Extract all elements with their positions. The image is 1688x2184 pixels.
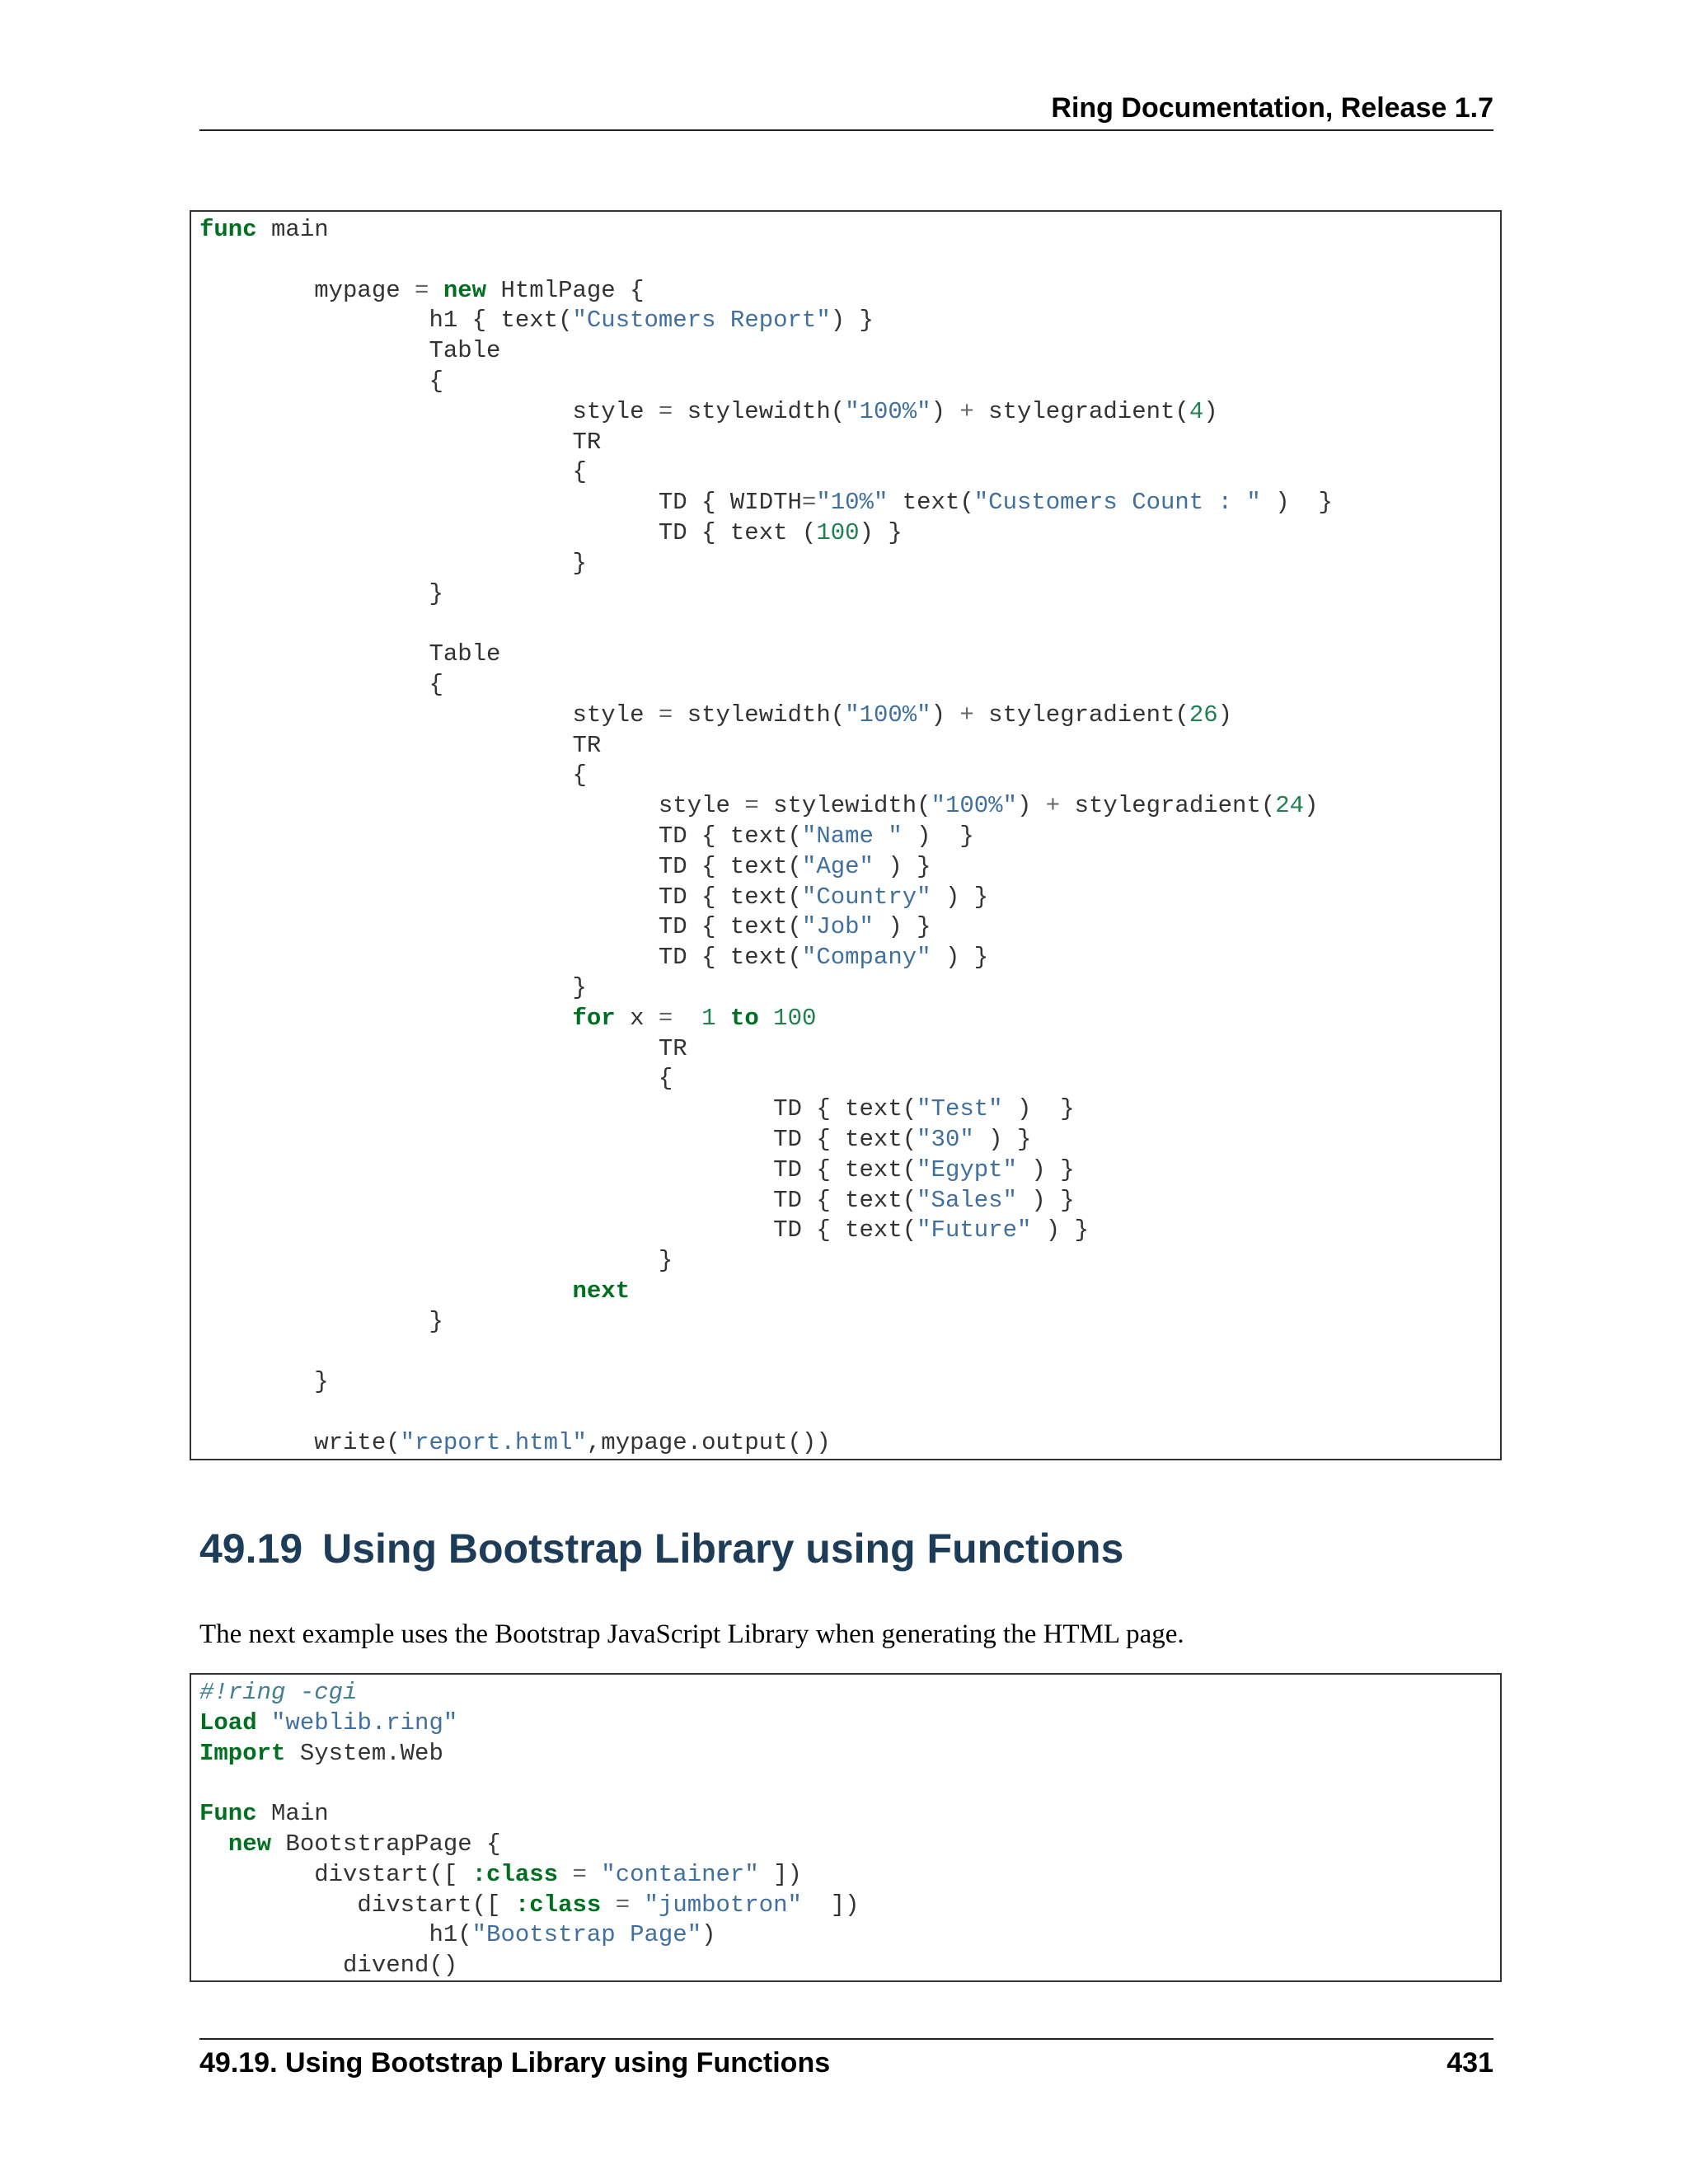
code-token: h1 { text( [199, 307, 573, 335]
code-token [199, 1005, 572, 1032]
code-token: Import [199, 1739, 286, 1767]
code-line [191, 973, 1500, 1004]
code-line [191, 791, 1500, 822]
section-heading [199, 1525, 1123, 1572]
code-token: "Egypt" [917, 1155, 1017, 1183]
footer-rule [199, 2038, 1493, 2040]
code-line [191, 1951, 1500, 1981]
code-token: TD { text( [199, 1186, 917, 1214]
code-token: ]) [801, 1891, 860, 1919]
code-token [257, 1709, 271, 1736]
code-token: ) } [830, 307, 874, 335]
code-token: stylewidth( [673, 701, 846, 729]
code-line [191, 457, 1500, 488]
code-token: + [959, 397, 974, 425]
code-line [191, 1367, 1500, 1398]
code-line [191, 701, 1500, 731]
code-token: "report.html" [400, 1428, 587, 1456]
code-token: = [658, 397, 673, 425]
code-token: TD { text( [199, 944, 802, 972]
section-number: 49.19 [199, 1526, 303, 1572]
code-token: "Future" [917, 1216, 1032, 1244]
code-block-bootstrap [190, 1673, 1502, 1982]
code-token: "30" [917, 1125, 974, 1153]
code-token: } [199, 579, 443, 607]
code-token: Table [199, 337, 501, 365]
code-token: { [199, 762, 587, 790]
code-token: = [415, 276, 429, 304]
code-token: Load [199, 1708, 257, 1736]
code-token: mypage [199, 276, 415, 304]
code-token: ) [1203, 397, 1218, 425]
code-line [191, 549, 1500, 579]
code-token: style [199, 701, 659, 729]
code-token: 24 [1275, 792, 1305, 820]
code-line [191, 761, 1500, 791]
code-token: + [959, 701, 974, 729]
code-token: TD { text( [199, 883, 802, 911]
code-token: ) [1304, 792, 1319, 820]
code-token: "Customers Count : " [973, 489, 1261, 517]
code-line [191, 1125, 1500, 1155]
code-token: "Customers Report" [572, 307, 831, 335]
code-token: } [199, 549, 587, 577]
code-line [191, 1398, 1500, 1428]
code-token: :class [471, 1860, 559, 1888]
code-token: ,mypage.output()) [586, 1428, 831, 1456]
code-token: = [615, 1891, 631, 1919]
code-line [191, 1428, 1500, 1459]
code-token: TD { text( [199, 913, 802, 941]
code-token: "Test" [917, 1095, 1003, 1123]
code-line [191, 1094, 1500, 1125]
code-token: TD { WIDTH [199, 489, 802, 517]
code-token: divend() [199, 1952, 458, 1980]
code-line [191, 1064, 1500, 1094]
code-token: for [572, 1004, 616, 1032]
code-line [191, 306, 1500, 336]
code-line [191, 852, 1500, 883]
code-line [191, 1860, 1500, 1891]
code-token: stylegradient( [973, 701, 1189, 729]
code-token: TR [199, 428, 602, 456]
code-token: } [199, 1368, 329, 1396]
code-line [191, 488, 1500, 518]
code-line [191, 1216, 1500, 1246]
code-token: ) [931, 701, 960, 729]
code-token: "Sales" [917, 1186, 1017, 1214]
code-line [191, 609, 1500, 640]
code-token: TD { text ( [199, 518, 817, 546]
code-token: "Bootstrap Page" [471, 1921, 702, 1949]
code-token: = [744, 792, 759, 820]
code-line [191, 1891, 1500, 1921]
code-token: stylegradient( [973, 397, 1189, 425]
code-token: "weblib.ring" [271, 1708, 458, 1736]
code-token [429, 277, 443, 304]
code-token: write( [199, 1428, 401, 1456]
code-token: next [572, 1277, 631, 1305]
code-line [191, 822, 1500, 852]
header-rule [199, 129, 1493, 131]
code-token: x [615, 1004, 659, 1032]
code-token: h1( [199, 1921, 472, 1949]
code-line [191, 1739, 1500, 1769]
code-line [191, 640, 1500, 670]
footer-section: 49.19. Using Bootstrap Library using Functions [199, 2047, 831, 2079]
code-token [587, 1861, 601, 1888]
code-token: = [658, 701, 673, 729]
code-token: ) [931, 397, 960, 425]
code-line [191, 1155, 1500, 1186]
code-token: stylegradient( [1060, 792, 1276, 820]
code-token: ) } [1016, 1186, 1075, 1214]
code-token: TR [199, 731, 602, 759]
code-token: ) } [1260, 489, 1333, 517]
code-token: ) } [1016, 1155, 1075, 1183]
code-token: ) } [873, 852, 931, 880]
code-token: 4 [1189, 397, 1204, 425]
code-token [601, 1891, 615, 1919]
code-token: + [1045, 792, 1061, 820]
code-token: text( [888, 489, 974, 517]
section-title: Using Bootstrap Library using Functions [322, 1526, 1124, 1572]
code-token: ) } [931, 883, 989, 911]
code-token: TD { text( [199, 822, 802, 850]
code-line [191, 518, 1500, 549]
code-token: Func [199, 1800, 257, 1828]
code-token: "Name " [801, 822, 903, 850]
code-token: ) } [902, 822, 974, 850]
code-token: TD { text( [199, 1216, 917, 1244]
code-token: "Country" [801, 883, 931, 911]
code-token: 100 [816, 518, 860, 546]
code-token: to [729, 1004, 759, 1032]
code-token: System.Web [285, 1739, 443, 1767]
code-token: 100 [773, 1004, 817, 1032]
code-line [191, 1678, 1500, 1708]
code-token: ) } [973, 1125, 1032, 1153]
code-token: HtmlPage { [486, 276, 645, 304]
code-line [191, 1004, 1500, 1034]
code-token: TD { text( [199, 852, 802, 880]
code-token: new [227, 1830, 272, 1858]
code-token: = [572, 1860, 587, 1888]
code-token: 26 [1189, 701, 1218, 729]
code-token: #!ring -cgi [199, 1679, 358, 1706]
code-token [716, 1005, 730, 1032]
code-token: { [199, 1065, 673, 1093]
code-token: Main [256, 1800, 329, 1828]
code-token: { [199, 458, 587, 486]
code-token: divstart([ [199, 1891, 515, 1919]
code-line [191, 246, 1500, 276]
code-token: ) } [1031, 1216, 1090, 1244]
code-token: stylewidth( [758, 792, 931, 820]
code-token: :class [514, 1891, 602, 1919]
code-token: ) [701, 1921, 716, 1949]
code-token: TD { text( [199, 1095, 917, 1123]
code-line [191, 397, 1500, 428]
code-line [191, 428, 1500, 458]
code-line [191, 883, 1500, 913]
code-token: = [658, 1004, 673, 1032]
code-line [191, 1337, 1500, 1367]
code-token [673, 1005, 701, 1032]
code-line [191, 1920, 1500, 1951]
code-token: ) [1016, 792, 1046, 820]
code-line [191, 1246, 1500, 1277]
code-line [191, 215, 1500, 246]
code-token [199, 1830, 228, 1858]
code-token: = [801, 489, 817, 517]
code-token [759, 1005, 773, 1032]
running-header: Ring Documentation, Release 1.7 [1051, 92, 1493, 124]
code-token: new [443, 276, 487, 304]
code-block-html-page [190, 210, 1502, 1460]
code-token: ) } [1002, 1095, 1075, 1123]
code-token: divstart([ [199, 1860, 472, 1888]
code-token: "Company" [801, 944, 931, 972]
code-line [191, 1708, 1500, 1739]
code-line [191, 1769, 1500, 1799]
code-token: ]) [758, 1860, 802, 1888]
code-token: "100%" [845, 701, 931, 729]
code-line [191, 1186, 1500, 1216]
code-token: 1 [701, 1004, 716, 1032]
code-token: style [199, 792, 745, 820]
code-token: func [199, 216, 257, 243]
code-line [191, 943, 1500, 973]
code-line [191, 367, 1500, 397]
code-token: ) [1217, 701, 1233, 729]
code-line [191, 670, 1500, 701]
code-token: } [199, 1247, 673, 1275]
code-line [191, 1277, 1500, 1307]
code-token: { [199, 367, 443, 395]
code-token: { [199, 670, 443, 698]
code-token: style [199, 397, 659, 425]
code-token [199, 1277, 572, 1305]
code-token: "container" [601, 1860, 759, 1888]
code-token: main [256, 216, 329, 243]
code-token [630, 1891, 644, 1919]
code-token: TD { text( [199, 1155, 917, 1183]
body-paragraph: The next example uses the Bootstrap JavaScript Library when generating the HTML page. [199, 1619, 1184, 1649]
code-line [191, 1034, 1500, 1065]
code-token: "10%" [816, 489, 889, 517]
code-line [191, 276, 1500, 307]
code-token [558, 1861, 572, 1888]
code-line [191, 1830, 1500, 1860]
code-token: ) } [873, 913, 931, 941]
code-token: "100%" [931, 792, 1017, 820]
code-token: "jumbotron" [644, 1891, 802, 1919]
code-token: "Age" [801, 852, 874, 880]
page-number: 431 [1447, 2047, 1493, 2079]
code-token: ) } [931, 944, 989, 972]
code-line [191, 912, 1500, 943]
code-token: Table [199, 640, 501, 668]
code-line [191, 579, 1500, 610]
code-token: } [199, 1307, 443, 1335]
code-token: ) } [859, 518, 903, 546]
code-line [191, 1307, 1500, 1338]
code-line [191, 336, 1500, 367]
code-token: TD { text( [199, 1125, 917, 1153]
code-token: BootstrapPage { [271, 1830, 501, 1858]
code-line [191, 1799, 1500, 1830]
code-token: "Job" [801, 913, 874, 941]
code-token: stylewidth( [673, 397, 846, 425]
code-token: "100%" [845, 397, 931, 425]
code-line [191, 731, 1500, 762]
code-token: } [199, 973, 587, 1001]
code-token: TR [199, 1034, 687, 1062]
